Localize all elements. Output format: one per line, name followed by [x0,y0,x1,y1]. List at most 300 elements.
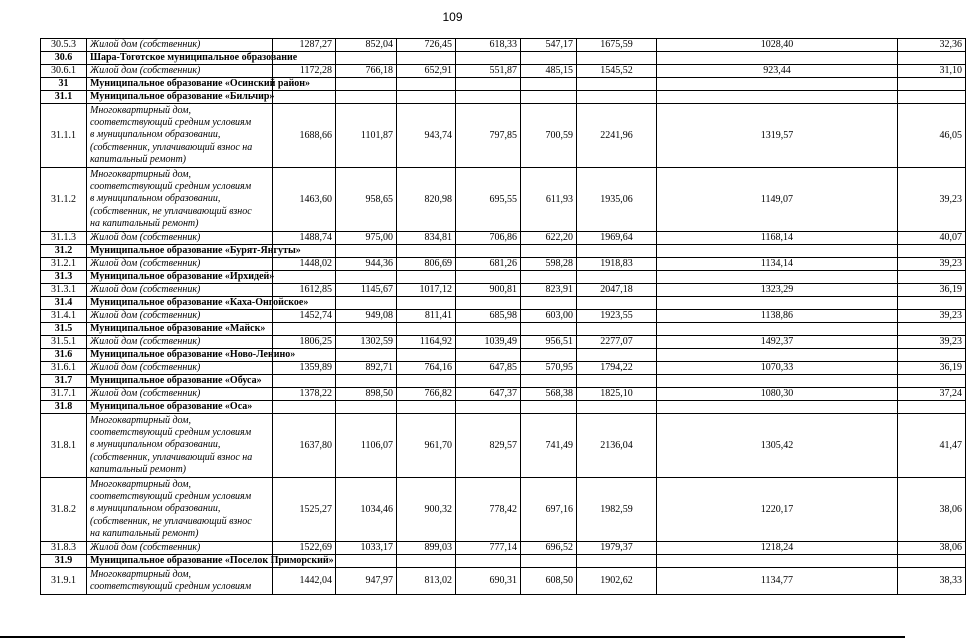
empty-cell [273,323,336,336]
table-row [41,168,966,232]
value-cell: 681,26 [456,258,521,271]
value-cell: 797,85 [456,104,521,168]
description-line: капитальный ремонт) [90,463,187,475]
row-description: Жилой дом (собственник) [87,310,273,323]
value-cell: 39,23 [898,258,966,271]
section-header-row [41,555,966,568]
description-line: (собственник, уплачивающий взнос на [90,141,253,153]
description-line: (собственник, не уплачивающий взнос [90,515,252,527]
section-header-row [41,297,966,310]
value-cell: 1923,55 [577,310,657,323]
section-title: Муниципальное образование «Обуса» [87,375,273,388]
section-header-row [41,375,966,388]
empty-cell [397,297,456,310]
table-row [41,232,966,245]
value-cell: 551,87 [456,65,521,78]
value-cell: 1101,87 [336,104,397,168]
value-cell: 1463,60 [273,168,336,232]
section-code: 31.9 [41,555,87,568]
empty-cell [898,78,966,91]
value-cell: 1287,27 [273,39,336,52]
value-cell: 1149,07 [657,168,898,232]
empty-cell [397,555,456,568]
empty-cell [657,297,898,310]
row-description: Жилой дом (собственник) [87,336,273,349]
empty-cell [577,401,657,414]
value-cell: 1017,12 [397,284,456,297]
section-header-row [41,52,966,65]
empty-cell [397,52,456,65]
section-header-row [41,271,966,284]
value-cell: 1825,10 [577,388,657,401]
row-description [87,168,273,232]
section-header-row [41,78,966,91]
empty-cell [336,245,397,258]
value-cell: 31,10 [898,65,966,78]
value-cell: 1525,27 [273,478,336,542]
description-line: соответствующий средним условиям [90,427,252,439]
empty-cell [273,91,336,104]
value-cell: 1070,33 [657,362,898,375]
empty-cell [521,297,577,310]
value-cell: 695,55 [456,168,521,232]
empty-cell [456,271,521,284]
row-code: 31.1.1 [41,104,87,168]
value-cell: 700,59 [521,104,577,168]
value-cell: 1979,37 [577,542,657,555]
section-code: 30.6 [41,52,87,65]
value-cell: 834,81 [397,232,456,245]
empty-cell [577,555,657,568]
row-description: Жилой дом (собственник) [87,65,273,78]
empty-cell [898,401,966,414]
value-cell: 685,98 [456,310,521,323]
value-cell: 899,03 [397,542,456,555]
value-cell: 923,44 [657,65,898,78]
value-cell: 811,41 [397,310,456,323]
row-description: Жилой дом (собственник) [87,39,273,52]
value-cell: 900,32 [397,478,456,542]
empty-cell [336,78,397,91]
row-code: 31.4.1 [41,310,87,323]
value-cell: 813,02 [397,568,456,595]
description-line: (собственник, уплачивающий взнос на [90,451,253,463]
table-row [41,478,966,542]
table-row [41,258,966,271]
value-cell: 726,45 [397,39,456,52]
empty-cell [456,52,521,65]
value-cell: 1138,86 [657,310,898,323]
section-code: 31.7 [41,375,87,388]
empty-cell [336,555,397,568]
empty-cell [273,375,336,388]
value-cell: 852,04 [336,39,397,52]
section-header-row [41,91,966,104]
empty-cell [456,91,521,104]
empty-cell [577,297,657,310]
value-cell: 944,36 [336,258,397,271]
section-code: 31.4 [41,297,87,310]
value-cell: 570,95 [521,362,577,375]
empty-cell [898,91,966,104]
value-cell: 706,86 [456,232,521,245]
bottom-rule [0,636,905,638]
section-title: Муниципальное образование «Бильчир» [87,91,273,104]
row-code: 31.5.1 [41,336,87,349]
value-cell: 829,57 [456,414,521,478]
table-row [41,310,966,323]
description-line: соответствующий средним условиям [90,117,252,129]
empty-cell [898,349,966,362]
empty-cell [336,323,397,336]
value-cell: 696,52 [521,542,577,555]
value-cell: 1522,69 [273,542,336,555]
section-code: 31.6 [41,349,87,362]
value-cell: 1033,17 [336,542,397,555]
value-cell: 618,33 [456,39,521,52]
value-cell: 622,20 [521,232,577,245]
row-code: 31.8.1 [41,414,87,478]
description-line: в муниципальном образовании, [90,439,221,451]
section-header-row [41,323,966,336]
value-cell: 603,00 [521,310,577,323]
value-cell: 2241,96 [577,104,657,168]
description-line: Многоквартирный дом, [90,168,192,180]
value-cell: 1106,07 [336,414,397,478]
empty-cell [521,555,577,568]
value-cell: 1378,22 [273,388,336,401]
section-code: 31 [41,78,87,91]
empty-cell [456,401,521,414]
section-title: Муниципальное образование «Поселок Приморский» [87,555,273,568]
empty-cell [657,349,898,362]
description-line: капитальный ремонт) [90,153,187,165]
description-line: соответствующий средним условиям [90,491,252,503]
value-cell: 1302,59 [336,336,397,349]
value-cell: 608,50 [521,568,577,595]
description-line: Многоквартирный дом, [90,104,192,116]
value-cell: 1488,74 [273,232,336,245]
empty-cell [336,297,397,310]
value-cell: 1039,49 [456,336,521,349]
row-code: 30.5.3 [41,39,87,52]
section-code: 31.8 [41,401,87,414]
value-cell: 38,06 [898,542,966,555]
empty-cell [577,52,657,65]
empty-cell [336,52,397,65]
empty-cell [397,271,456,284]
value-cell: 766,82 [397,388,456,401]
empty-cell [898,271,966,284]
empty-cell [657,323,898,336]
empty-cell [657,245,898,258]
value-cell: 900,81 [456,284,521,297]
empty-cell [397,401,456,414]
value-cell: 1637,80 [273,414,336,478]
empty-cell [521,52,577,65]
empty-cell [521,323,577,336]
table-row [41,104,966,168]
empty-cell [456,245,521,258]
empty-cell [521,91,577,104]
section-header-row [41,349,966,362]
description-line: на капитальный ремонт) [90,217,199,229]
row-description: Жилой дом (собственник) [87,388,273,401]
value-cell: 741,49 [521,414,577,478]
table-row [41,388,966,401]
description-line: на капитальный ремонт) [90,527,199,539]
value-cell: 958,65 [336,168,397,232]
row-description: Жилой дом (собственник) [87,232,273,245]
empty-cell [657,375,898,388]
empty-cell [521,271,577,284]
value-cell: 1612,85 [273,284,336,297]
table-row [41,336,966,349]
row-code: 31.2.1 [41,258,87,271]
section-header-row [41,245,966,258]
value-cell: 598,28 [521,258,577,271]
empty-cell [577,349,657,362]
value-cell: 485,15 [521,65,577,78]
row-description [87,414,273,478]
value-cell: 1028,40 [657,39,898,52]
tariff-table [40,38,966,595]
value-cell: 647,37 [456,388,521,401]
value-cell: 1080,30 [657,388,898,401]
empty-cell [397,78,456,91]
section-header-row [41,401,966,414]
empty-cell [657,78,898,91]
empty-cell [657,91,898,104]
description-line: Многоквартирный дом, [90,568,192,580]
empty-cell [456,555,521,568]
row-code: 31.1.3 [41,232,87,245]
value-cell: 1675,59 [577,39,657,52]
empty-cell [898,323,966,336]
value-cell: 1034,46 [336,478,397,542]
value-cell: 1218,24 [657,542,898,555]
value-cell: 898,50 [336,388,397,401]
value-cell: 36,19 [898,284,966,297]
empty-cell [273,271,336,284]
empty-cell [657,52,898,65]
value-cell: 2047,18 [577,284,657,297]
section-title: Муниципальное образование «Ново-Ленино» [87,349,273,362]
empty-cell [898,375,966,388]
empty-cell [397,349,456,362]
value-cell: 1134,77 [657,568,898,595]
value-cell: 1794,22 [577,362,657,375]
value-cell: 1806,25 [273,336,336,349]
value-cell: 777,14 [456,542,521,555]
value-cell: 961,70 [397,414,456,478]
value-cell: 956,51 [521,336,577,349]
empty-cell [521,375,577,388]
empty-cell [456,323,521,336]
value-cell: 568,38 [521,388,577,401]
value-cell: 820,98 [397,168,456,232]
row-code: 31.7.1 [41,388,87,401]
section-title: Муниципальное образование «Ирхидей» [87,271,273,284]
empty-cell [336,91,397,104]
value-cell: 652,91 [397,65,456,78]
value-cell: 1220,17 [657,478,898,542]
value-cell: 949,08 [336,310,397,323]
table-row [41,568,966,595]
value-cell: 1442,04 [273,568,336,595]
empty-cell [577,245,657,258]
section-title: Муниципальное образование «Оса» [87,401,273,414]
value-cell: 943,74 [397,104,456,168]
description-line: (собственник, не уплачивающий взнос [90,205,252,217]
value-cell: 1918,83 [577,258,657,271]
description-line: соответствующий средним условиям [90,581,252,593]
empty-cell [336,271,397,284]
value-cell: 1452,74 [273,310,336,323]
value-cell: 36,19 [898,362,966,375]
description-line: в муниципальном образовании, [90,129,221,141]
row-description [87,104,273,168]
empty-cell [577,78,657,91]
value-cell: 2136,04 [577,414,657,478]
value-cell: 1172,28 [273,65,336,78]
empty-cell [577,91,657,104]
value-cell: 1492,37 [657,336,898,349]
value-cell: 1145,67 [336,284,397,297]
row-code: 31.8.2 [41,478,87,542]
row-description: Жилой дом (собственник) [87,258,273,271]
value-cell: 647,85 [456,362,521,375]
empty-cell [336,375,397,388]
description-line: в муниципальном образовании, [90,193,221,205]
value-cell: 46,05 [898,104,966,168]
value-cell: 1935,06 [577,168,657,232]
value-cell: 1545,52 [577,65,657,78]
table-row [41,414,966,478]
empty-cell [456,78,521,91]
section-title: Муниципальное образование «Майск» [87,323,273,336]
value-cell: 39,23 [898,168,966,232]
value-cell: 1969,64 [577,232,657,245]
value-cell: 547,17 [521,39,577,52]
row-code: 31.3.1 [41,284,87,297]
section-code: 31.2 [41,245,87,258]
empty-cell [336,349,397,362]
empty-cell [898,52,966,65]
empty-cell [521,245,577,258]
value-cell: 39,23 [898,336,966,349]
page-number: 109 [442,10,463,24]
empty-cell [657,271,898,284]
value-cell: 1688,66 [273,104,336,168]
value-cell: 1982,59 [577,478,657,542]
empty-cell [577,323,657,336]
value-cell: 40,07 [898,232,966,245]
value-cell: 892,71 [336,362,397,375]
value-cell: 975,00 [336,232,397,245]
empty-cell [397,91,456,104]
value-cell: 37,24 [898,388,966,401]
table-body [41,39,966,595]
value-cell: 1448,02 [273,258,336,271]
table-row [41,284,966,297]
description-line: Многоквартирный дом, [90,478,192,490]
value-cell: 778,42 [456,478,521,542]
value-cell: 1359,89 [273,362,336,375]
empty-cell [456,297,521,310]
description-line: в муниципальном образовании, [90,503,221,515]
empty-cell [898,245,966,258]
value-cell: 38,33 [898,568,966,595]
row-description: Жилой дом (собственник) [87,284,273,297]
table-row [41,39,966,52]
empty-cell [898,555,966,568]
value-cell: 1323,29 [657,284,898,297]
empty-cell [657,401,898,414]
table-row [41,65,966,78]
value-cell: 806,69 [397,258,456,271]
section-title: Муниципальное образование «Осинский район» [87,78,273,91]
row-description [87,568,273,595]
section-code: 31.5 [41,323,87,336]
value-cell: 1305,42 [657,414,898,478]
table-row [41,362,966,375]
value-cell: 39,23 [898,310,966,323]
empty-cell [577,375,657,388]
value-cell: 1168,14 [657,232,898,245]
value-cell: 1319,57 [657,104,898,168]
empty-cell [456,375,521,388]
value-cell: 823,91 [521,284,577,297]
section-title: Муниципальное образование «Каха-Онгойское» [87,297,273,310]
value-cell: 2277,07 [577,336,657,349]
value-cell: 690,31 [456,568,521,595]
row-code: 31.6.1 [41,362,87,375]
empty-cell [521,349,577,362]
description-line: Многоквартирный дом, [90,414,192,426]
value-cell: 611,93 [521,168,577,232]
value-cell: 1902,62 [577,568,657,595]
value-cell: 947,97 [336,568,397,595]
row-description: Жилой дом (собственник) [87,542,273,555]
empty-cell [657,555,898,568]
empty-cell [898,297,966,310]
row-code: 31.8.3 [41,542,87,555]
row-description [87,478,273,542]
empty-cell [521,78,577,91]
section-title: Муниципальное образование «Бурят-Янгуты» [87,245,273,258]
empty-cell [397,375,456,388]
row-code: 31.1.2 [41,168,87,232]
section-code: 31.3 [41,271,87,284]
empty-cell [397,245,456,258]
value-cell: 697,16 [521,478,577,542]
value-cell: 1164,92 [397,336,456,349]
empty-cell [336,401,397,414]
empty-cell [456,349,521,362]
row-code: 31.9.1 [41,568,87,595]
empty-cell [397,323,456,336]
value-cell: 32,36 [898,39,966,52]
section-title: Шара-Тоготское муниципальное образование [87,52,273,65]
table-row [41,542,966,555]
value-cell: 766,18 [336,65,397,78]
empty-cell [273,401,336,414]
empty-cell [521,401,577,414]
empty-cell [577,271,657,284]
value-cell: 764,16 [397,362,456,375]
value-cell: 38,06 [898,478,966,542]
